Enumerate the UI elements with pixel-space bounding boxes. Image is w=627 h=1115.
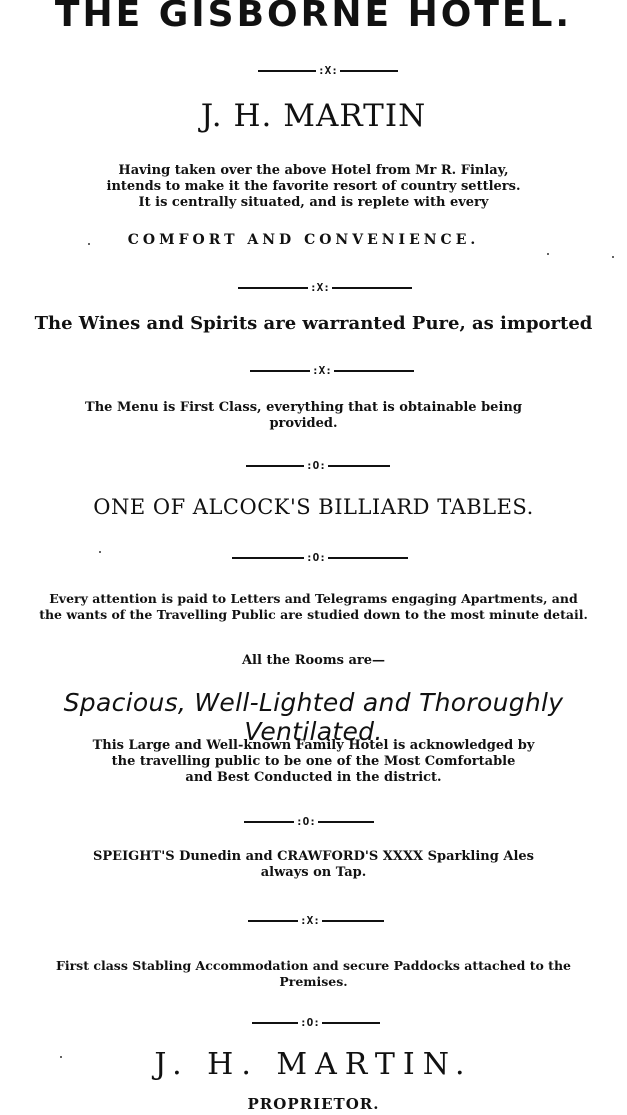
attention-line-2: the wants of the Travelling Public are studied down to the most minute detail. — [39, 607, 588, 622]
separator-o-4: :O: — [252, 1016, 380, 1029]
separator-x-3: :X: — [250, 364, 414, 377]
spacious-line: Spacious, Well-Lighted and Thoroughly Ventilated. — [63, 688, 564, 746]
family-line-1: This Large and Well-known Family Hotel is acknowledged by — [92, 738, 535, 753]
intro-line-2: intends to make it the favorite resort of country settlers. — [106, 179, 521, 194]
comfort-line: COMFORT AND CONVENIENCE. — [127, 232, 480, 248]
ales-line-1: SPEIGHT'S Dunedin and CRAWFORD'S XXXX Sparkling Ales — [93, 849, 534, 864]
footer-owner-name: J. H. MARTIN. — [154, 1047, 473, 1082]
family-line-2: the travelling public to be one of the Most Comfortable — [111, 754, 516, 769]
ales-line-2: always on Tap. — [260, 865, 367, 880]
hotel-title: THE GISBORNE HOTEL. — [54, 0, 573, 35]
print-speck — [60, 1056, 62, 1058]
separator-o-3: :O: — [244, 815, 374, 828]
wines-line: The Wines and Spirits are warranted Pure, as imported — [34, 313, 593, 334]
ales-paragraph — [0, 849, 627, 881]
stabling-paragraph — [0, 958, 627, 990]
separator-o-2: :O: — [232, 551, 408, 564]
separator-o-1: :O: — [246, 459, 390, 472]
family-paragraph — [0, 738, 627, 786]
attention-paragraph — [0, 591, 627, 623]
intro-paragraph — [0, 163, 627, 211]
owner-name: J. H. MARTIN — [200, 98, 427, 134]
separator-x-2: :X: — [238, 281, 412, 294]
attention-line-1: Every attention is paid to Letters and Telegrams engaging Apartments, and — [49, 591, 578, 606]
stabling-line-2: Premises. — [279, 974, 348, 989]
rooms-line: All the Rooms are— — [241, 653, 386, 668]
billiard-line: ONE OF ALCOCK'S BILLIARD TABLES. — [93, 495, 534, 519]
print-speck — [88, 243, 90, 245]
proprietor-label: PROPRIETOR. — [247, 1095, 380, 1113]
menu-line-2: provided. — [269, 416, 338, 431]
intro-line-3: It is centrally situated, and is replete with every — [138, 195, 489, 210]
separator-x-1: :X: — [258, 64, 398, 77]
stabling-line-1: First class Stabling Accommodation and secure Paddocks attached to the — [55, 958, 572, 973]
print-speck — [612, 256, 614, 258]
menu-line-1: The Menu is First Class, everything that is obtainable being — [85, 400, 522, 415]
menu-paragraph — [0, 400, 617, 432]
print-speck — [547, 253, 549, 255]
family-line-3: and Best Conducted in the district. — [185, 770, 442, 785]
separator-x-4: :X: — [248, 914, 384, 927]
print-speck — [99, 551, 101, 553]
intro-line-1: Having taken over the above Hotel from Mr R. Finlay, — [118, 163, 509, 178]
